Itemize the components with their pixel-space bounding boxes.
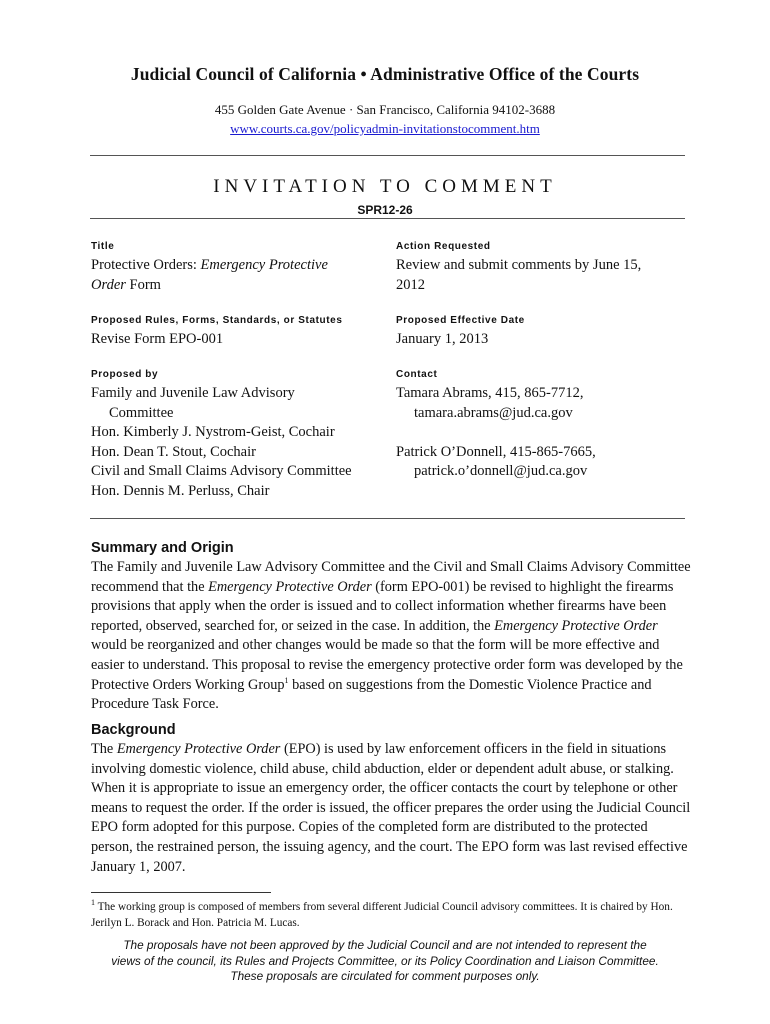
- contact-email: patrick.o’donnell@jud.ca.gov: [414, 463, 588, 479]
- footnote-reference: 1: [284, 675, 289, 685]
- proposed-rules-label: Proposed Rules, Forms, Standards, or Statutes: [91, 315, 343, 326]
- summary-heading: Summary and Origin: [91, 540, 234, 556]
- effective-date-value: January 1, 2013: [396, 331, 489, 347]
- proposed-rules-value: Revise Form EPO-001: [91, 331, 224, 347]
- disclaimer: The proposals have not been approved by the Judicial Council and are not intended to represent the views of the council, its Rules and Projects Committee, or its Policy Coordination and Liaison Committee. These proposals are circulated for comment purposes only.: [111, 938, 659, 983]
- summary-paragraph: The Family and Juvenile Law Advisory Committee and the Civil and Small Claims Advisory Committee recommend that the Emergency Protective Order (form EPO-001) be revised to highlight the firearms provisions that apply when the order is issued and to collect information whether firearms have been reported, observed, searched for, or seized in the case. In addition, the Emergency Protective Order would be reorganized and other changes would be made so that the form will be more effective and easier to understand. This proposal to revise the emergency protective order form was developed by the Protective Orders Working Group$^1$ based on suggestions from the Domestic Violence Practice and Procedure Task Force.: [91, 559, 691, 713]
- title-label: Title: [91, 241, 115, 252]
- document-title: INVITATION TO COMMENT: [213, 176, 557, 197]
- proposed-by-line: Hon. Kimberly J. Nystrom-Geist, Cochair: [91, 424, 335, 440]
- proposed-by-line: Family and Juvenile Law Advisory: [91, 385, 295, 401]
- proposed-by-line: Hon. Dennis M. Perluss, Chair: [91, 482, 270, 499]
- organization-address: 455 Golden Gate Avenue · San Francisco, California 94102-3688: [214, 102, 556, 117]
- proposed-by-line: Hon. Dean T. Stout, Cochair: [91, 443, 256, 460]
- contact-line: Tamara Abrams, 415, 865-7712,: [396, 385, 584, 401]
- action-requested-label: Action Requested: [396, 241, 491, 252]
- action-requested-value: Review and submit comments by June 15, 2012: [396, 257, 642, 293]
- title-divider: [90, 218, 685, 219]
- header-divider: [90, 155, 685, 156]
- fields-divider: [90, 518, 685, 519]
- contact-label: Contact: [396, 369, 438, 380]
- effective-date-label: Proposed Effective Date: [396, 315, 525, 326]
- footnote-divider: [91, 892, 271, 893]
- proposed-by-line: Committee: [109, 404, 174, 421]
- contact-line: Patrick O’Donnell, 415-865-7665,: [396, 443, 596, 460]
- background-paragraph: The Emergency Protective Order (EPO) is used by law enforcement officers in the field in situations involving domestic violence, child abuse, child abduction, elder or dependent adult abuse, or stalking. When it is appropriate to issue an emergency order, the officer contacts the court by telephone or other means to request the order. If the order is issued, the officer prepares the order using the Judicial Council EPO form adopted for this purpose. Copies of the completed form are distributed to the protected person, the restrained person, the issuing agency, and the court. The EPO form was last revised effective January 1, 2007.: [91, 741, 691, 875]
- document-code: SPR12-26: [357, 203, 413, 217]
- organization-header: Judicial Council of California • Administrative Office of the Courts: [130, 64, 640, 84]
- comment-url-link[interactable]: www.courts.ca.gov/policyadmin-invitationstocomment.htm: [230, 121, 540, 136]
- footnote: $^1$ The working group is composed of members from several different Judicial Council advisory committees. It is chaired by Hon. Jerilyn L. Borack and Hon. Patricia M. Lucas.: [91, 898, 673, 929]
- contact-email: tamara.abrams@jud.ca.gov: [414, 404, 573, 421]
- proposed-by-line: Civil and Small Claims Advisory Committee: [91, 463, 352, 479]
- proposed-by-list: [91, 384, 381, 501]
- proposed-by-label: Proposed by: [91, 369, 159, 380]
- contact-list: [396, 384, 696, 482]
- title-value: Protective Orders: Emergency Protective Order Form: [91, 257, 328, 293]
- background-heading: Background: [91, 722, 176, 738]
